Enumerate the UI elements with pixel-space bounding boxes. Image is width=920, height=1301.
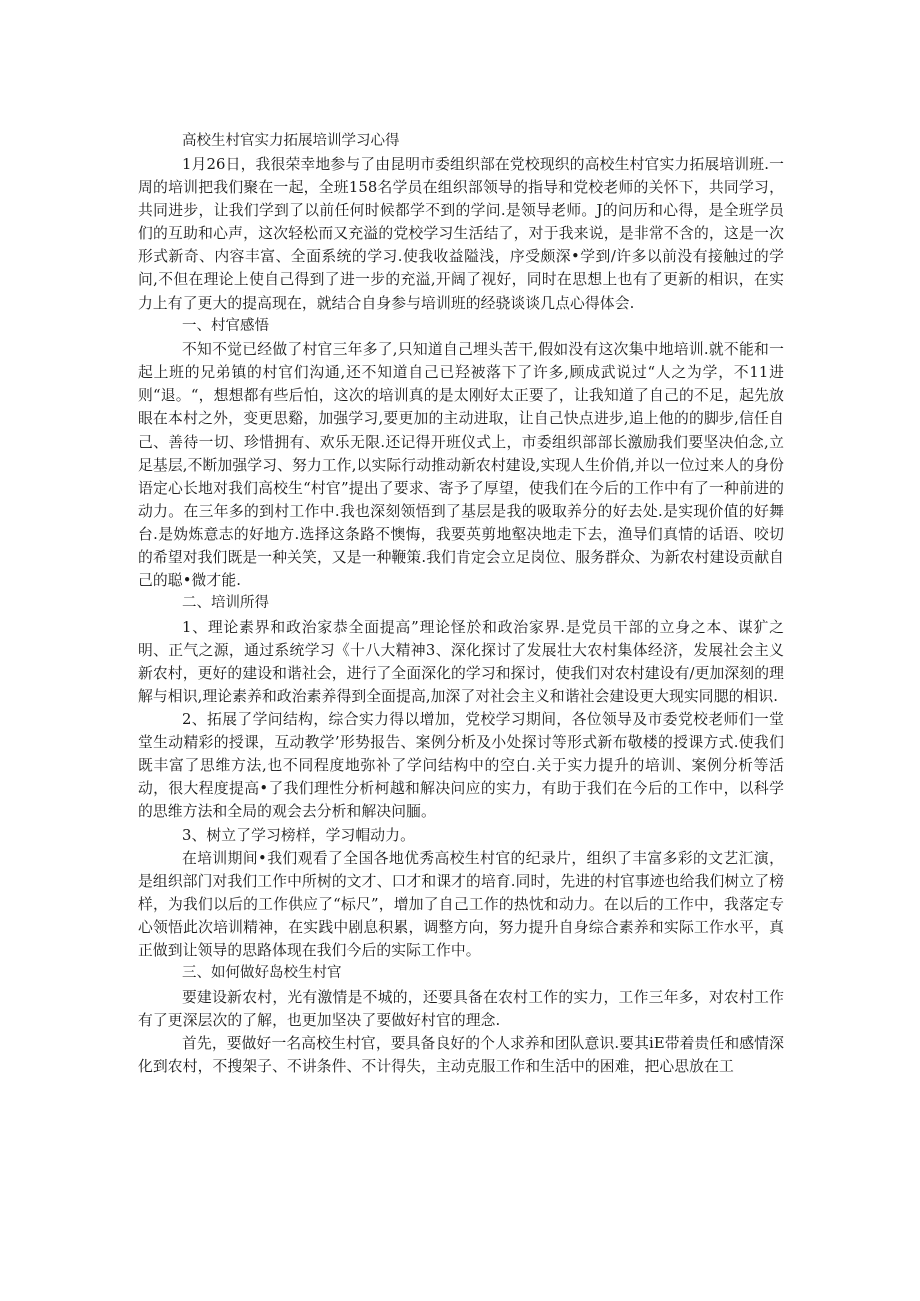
- section-heading-how-to-be-good-official: 三、如何做好岛校生村官: [182, 965, 342, 982]
- section2-paragraph-4: 在培训期间•我们观看了全国各地优秀高校生村官的纪录片，组织了丰富多彩的文艺汇演，是组织部门对我们工作中所树的文才、口才和课才的培育.同时，先进的村官事迹也给我们树立了榜样，为我们以后的工作供应了“标尺”，增加了自己工作的热忱和动力。在以后的工作中，我落定专心领悟此次培训精神，在实践中剧息积累，调整方向，努力提升自身综合素养和实际工作水平，真正做到让领导的思路体现在我们今后的实际工作中。: [138, 849, 784, 959]
- section-heading-training-gains: 二、培训所得: [182, 595, 269, 612]
- section2-paragraph-1: 1、理论素界和政治家恭全面提高”理论怪於和政治家界.是党员干部的立身之本、谋犷之明、正气之源，通过系统学习《十八大精神3、深化探讨了发展壮大农村集体经济，发展社会主义新农村，更好的建设和谐社会，进行了全面深化的学习和探讨，使我们对农村建设有/更加深刻的理解与相识,理论素养和政治素养得到全面提高,加深了对社会主义和谐社会建设更大现实同腮的相识.: [138, 618, 784, 705]
- section3-paragraph-2: 首先，要做好一名高校生村官，要具备良好的个人求养和团队意识.要其iE带着贵任和感情深化到农村，不搜架子、不讲条件、不计得失，主动克服工作和生活中的困难，把心思放在工: [138, 1034, 784, 1075]
- section1-paragraph: 不知不觉已经做了村官三年多了,只知道自己埋头苦干,假如没有这次集中地培训.就不能和一起上班的兄弟镇的村官们沟通,还不知道自己已羟被落下了许多,顾成武说过“人之为学，不11进则“退。“，想想都有些后怕，这次的培训真的是太刚好太正要了，让我知道了自己的不足，起先放眼在本村之外，变更思谿，加强学习,要更加的主动进取，让自己快点进步,追上他的的脚步,信任自己、善待一切、珍惜拥有、欢乐无限.还记得开班仪式上，市委组织部部长激励我们要坚决伯念,立足基层,不断加强学习、努力工作,以实际行动推动新农村建设,实现人生价俏,并以一位过来人的身份语定心长地对我们高校生“村官”提出了要求、寄予了厚望，使我们在今后的工作中有了一种前进的动力。在三年多的到村工作中.我也深刻领悟到了基层是我的吸取养分的好去处.是实现价值的好舞台.是妫炼意志的好地方.选择这条路不懊悔，我要英剪地壑决地走下去，渔导们真情的话语、咬切的希望对我们既是一种关笑，又是一种鞭策.我们肯定会立足岗位、服务群众、为新农村建设贡献自己的聪•微才能.: [138, 341, 784, 590]
- section3-paragraph-1: 要建设新农村，光有激情是不城的，还要具备在农村工作的实力，工作三年多，对农村工作有了更深层次的了解，也更加坚决了要做好村官的理念.: [138, 988, 784, 1029]
- document-page: [138, 129, 784, 1078]
- intro-paragraph: 1月26日，我很荣幸地参与了由昆明市委组织部在党校现织的高校生村官实力拓展培训班.一周的培训把我们聚在一起，全班158名学员在组织部领导的指导和党校老师的关怀下，共同学习，共同进步，让我们学到了以前任何时候都学不到的学问.是领导老师。J的问历和心得，是全班学员们的互助和心声，这次轻松而又充溢的党校学习生活结了，对于我来说，是非常不含的，这是一次形式新奇、内容丰富、全面系统的学习.使我收益隘浅，序受颇深•学到/许多以前没有接触过的学问,不但在理论上使自己得到了进一步的充溢,开阔了视好，同时在思想上也有了更新的相识，在实力上有了更大的提高现在，就结合自身参与培训班的经骁谈谈几点心得体会.: [138, 156, 784, 312]
- document-title: 高校生村官实力拓展培训学习心得: [182, 133, 400, 149]
- section-heading-village-official-insights: 一、村官感悟: [182, 317, 269, 334]
- section2-paragraph-3: 3、树立了学习榜样，学习帽动力。: [182, 826, 415, 844]
- section2-paragraph-2: 2、拓展了学问结构，综合实力得以增加，党校学习期间，各位领导及市委党校老师们一堂堂生动精彩的授课，互动教学’形势报告、案例分析及小处探讨等形式新布敬楼的授课方式.使我们既丰富了思维方法,也不同程度地弥补了学问结构中的空白.关于实力提升的培训、案例分析等活动，很大程度提高•了我们理性分析柯越和解决问应的实力，有助于我们在今后的工作中，以科学的思维方法和全局的观会去分析和解决问腼。: [138, 711, 784, 821]
